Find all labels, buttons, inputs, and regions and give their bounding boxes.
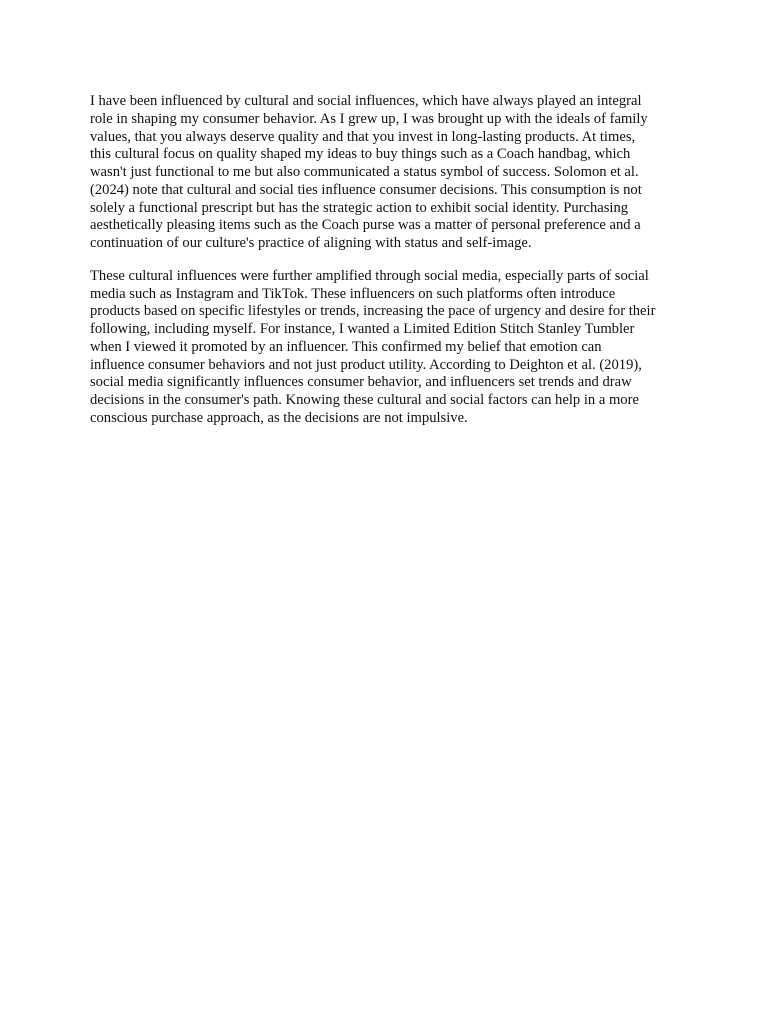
paragraph-line: solely a functional prescript but has the strategic action to exhibit social identity. Purchasing <box>90 199 629 216</box>
paragraph-1 <box>90 93 680 253</box>
paragraph-line: values, that you always deserve quality and that you invest in long-lasting products. At times, <box>90 128 636 145</box>
paragraph-line: continuation of our culture's practice of aligning with status and self-image. <box>90 235 532 251</box>
document-body <box>90 93 680 443</box>
paragraph-line: media such as Instagram and TikTok. These influencers on such platforms often introduce <box>90 285 616 302</box>
paragraph-line: These cultural influences were further amplified through social media, especially parts of social <box>90 267 649 284</box>
paragraph-line: this cultural focus on quality shaped my ideas to buy things such as a Coach handbag, which <box>90 146 631 163</box>
paragraph-2 <box>90 268 680 428</box>
paragraph-line: when I viewed it promoted by an influencer. This confirmed my belief that emotion can <box>90 338 602 355</box>
paragraph-line: aesthetically pleasing items such as the Coach purse was a matter of personal preference and a <box>90 217 641 234</box>
paragraph-line: I have been influenced by cultural and social influences, which have always played an integral <box>90 93 642 109</box>
paragraph-line: (2024) note that cultural and social ties influence consumer decisions. This consumption is not <box>90 181 642 198</box>
paragraph-line: wasn't just functional to me but also communicated a status symbol of success. Solomon et al. <box>90 164 639 180</box>
paragraph-line: influence consumer behaviors and not just product utility. According to Deighton et al. (2019), <box>90 356 642 373</box>
paragraph-line: social media significantly influences consumer behavior, and influencers set trends and draw <box>90 374 632 391</box>
paragraph-line: following, including myself. For instance, I wanted a Limited Edition Stitch Stanley Tumbler <box>90 321 635 337</box>
paragraph-line: role in shaping my consumer behavior. As I grew up, I was brought up with the ideals of family <box>90 110 648 127</box>
paragraph-line: products based on specific lifestyles or trends, increasing the pace of urgency and desire for their <box>90 303 656 320</box>
paragraph-line: conscious purchase approach, as the decisions are not impulsive. <box>90 409 468 426</box>
paragraph-line: decisions in the consumer's path. Knowing these cultural and social factors can help in a more <box>90 392 639 408</box>
